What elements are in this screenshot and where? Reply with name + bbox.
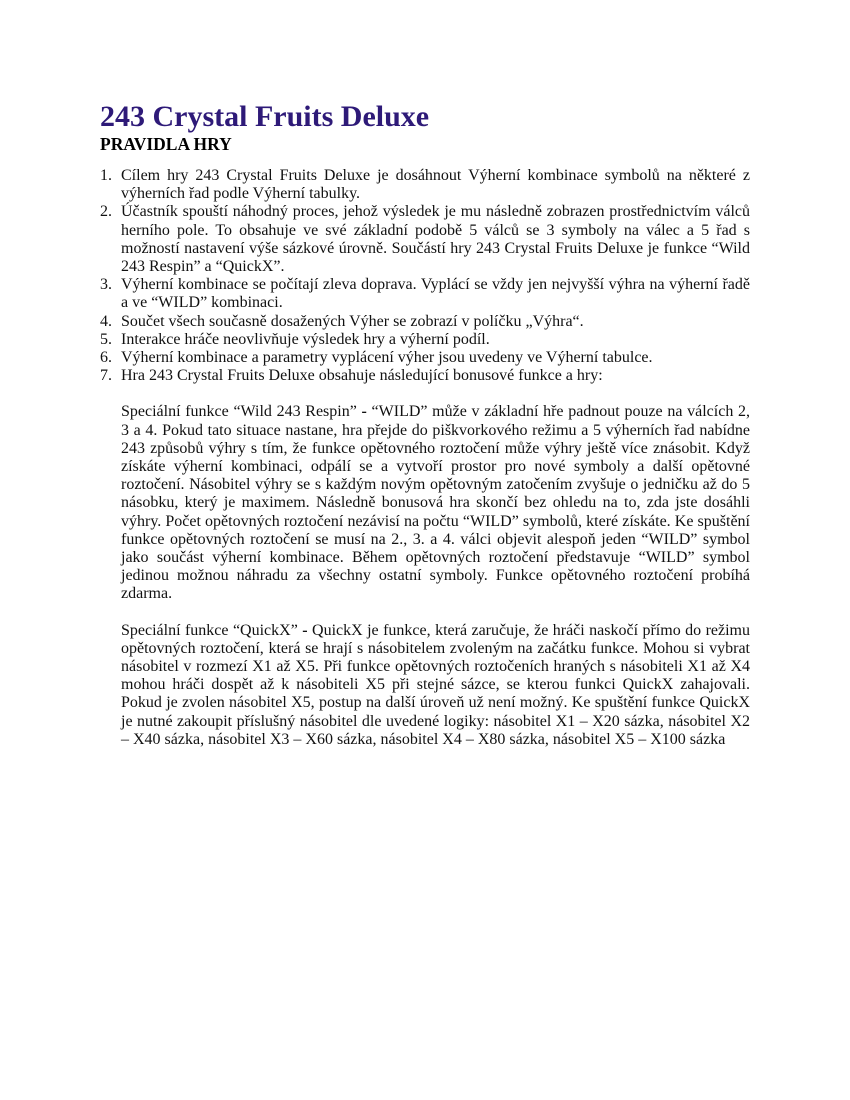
rule-item: [100, 167, 750, 203]
section-dash: -: [302, 621, 308, 639]
rule-text: Výherní kombinace a parametry vyplácení výher jsou uvedeny ve Výherní tabulce.: [121, 349, 653, 367]
rule-item: [100, 203, 750, 276]
rule-item: [100, 349, 750, 367]
rule-number: 1.: [100, 167, 112, 184]
document-page: [100, 100, 750, 749]
rules-list: [100, 167, 750, 385]
quickx-section: [121, 622, 750, 749]
wild-respin-section: [121, 403, 750, 603]
page-subtitle: PRAVIDLA HRY: [100, 134, 232, 154]
rule-text: Účastník spouští náhodný proces, jehož výsledek je mu následně zobrazen prostřednictvím válců herního pole. To obsahuje ve své základní podobě 5 válců se 3 symboly na válec a 5 řad s možností nastavení výše sázkové úrovně. Součástí hry 243 Crystal Fruits Deluxe je funkce “Wild 243 Respin” a “QuickX”.: [121, 203, 750, 276]
rule-text: Hra 243 Crystal Fruits Deluxe obsahuje následující bonusové funkce a hry:: [121, 367, 603, 385]
section-dash: -: [361, 403, 367, 421]
rule-number: 5.: [100, 330, 112, 348]
rule-text: Součet všech současně dosažených Výher se zobrazí v políčku „Výhra“.: [121, 312, 584, 330]
rule-number: 3.: [100, 276, 112, 294]
section-lead: Speciální funkce “Wild 243 Respin”: [121, 403, 362, 421]
rule-number: 6.: [100, 349, 112, 367]
rule-text: Interakce hráče neovlivňuje výsledek hry a výherní podíl.: [121, 330, 490, 348]
page-title: 243 Crystal Fruits Deluxe: [100, 100, 430, 133]
rule-text: Cílem hry 243 Crystal Fruits Deluxe je dosáhnout Výherní kombinace symbolů na některé z výherních řad podle Výherní tabulky.: [121, 167, 750, 203]
rule-number: 2.: [100, 203, 112, 221]
rule-item: [100, 313, 750, 331]
rule-item: [100, 331, 750, 349]
rule-item: [100, 276, 750, 312]
rule-item: [100, 367, 750, 385]
section-body: QuickX je funkce, která zaručuje, že hráči naskočí přímo do režimu opětovných roztočení, která se hrají s násobitelem zvoleným na začátku funkce. Mohou si vybrat násobitel v rozmezí X1 až X5. Při funkce opětovných roztočeních hraných s násobiteli X1 až X4 mohou hráči dospět až k násobiteli X5 při stejné sázce, se kterou funkci QuickX zahajovali. Pokud je zvolen násobitel X5, postup na další úroveň už není možný. Ke spuštění funkce QuickX je nutné zakoupit příslušný násobitel dle uvedené logiky: násobitel X1 – X20 sázka, násobitel X2 – X40 sázka, násobitel X3 – X60 sázka, násobitel X4 – X80 sázka, násobitel X5 – X100 sázka: [121, 621, 750, 748]
section-lead: Speciální funkce “QuickX”: [121, 621, 303, 639]
rule-number: 7.: [100, 367, 112, 385]
rule-number: 4.: [100, 312, 112, 330]
rule-text: Výherní kombinace se počítají zleva doprava. Vyplácí se vždy jen nejvyšší výhra na výherní řadě a ve “WILD” kombinaci.: [121, 276, 750, 312]
section-body: “WILD” může v základní hře padnout pouze na válcích 2, 3 a 4. Pokud tato situace nastane, hra přejde do piškvorkového režimu a 5 výherních řad nabídne 243 způsobů výhry s tím, že funkce opětovného roztočení může výhry ještě více znásobit. Když získáte výherní kombinaci, odpálí se a vytvoří prostor pro nové symboly a další opětovné roztočení. Násobitel výhry se s každým novým opětovným zatočením zvyšuje o jedničku až do 5 násobku, který je maximem. Následně bonusová hra skončí bez ohledu na to, zda jste dosáhli výhry. Počet opětovných roztočení nezávisí na počtu “WILD” symbolů, které získáte. Ke spuštění funkce opětovných roztočení se musí na 2., 3. a 4. válci objevit alespoň jeden “WILD” symbol jako součást výherní kombinace. Během opětovných roztočení představuje “WILD” symbol jedinou možnou náhradu za všechny ostatní symboly. Funkce opětovného roztočení probíhá zdarma.: [121, 403, 750, 603]
